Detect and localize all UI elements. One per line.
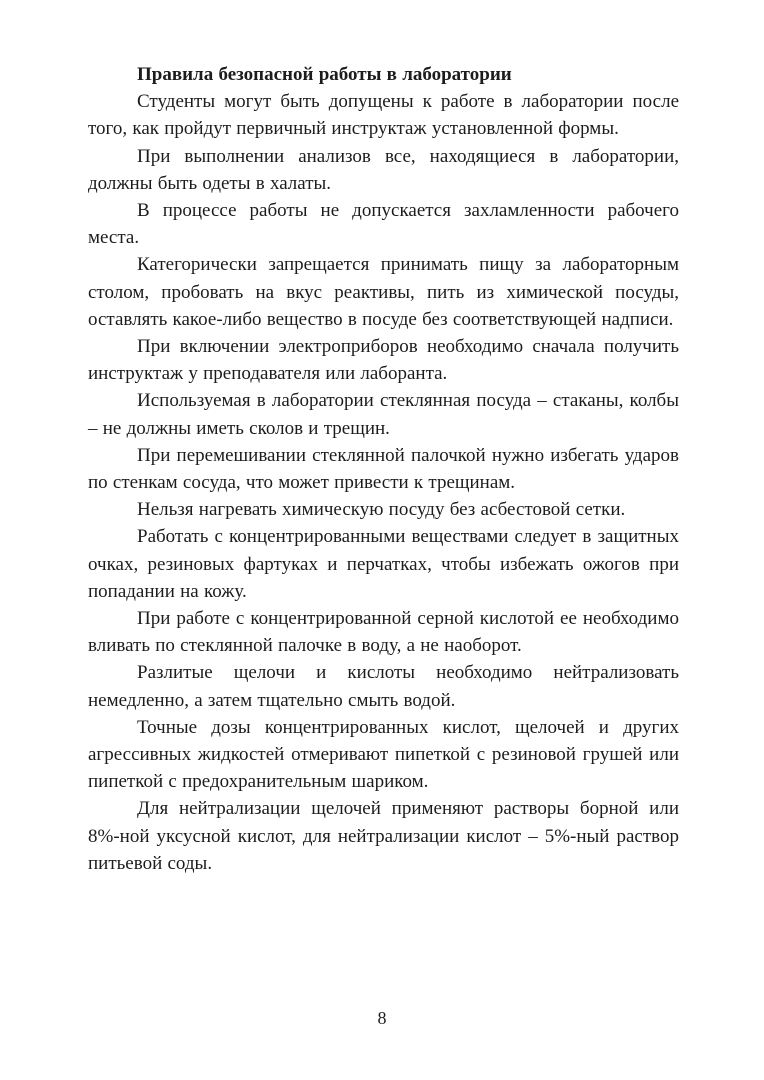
paragraph: Используемая в лаборатории стеклянная посуда – стаканы, колбы – не должны иметь сколов и трещин. bbox=[88, 390, 679, 439]
paragraph: Нельзя нагревать химическую посуду без асбестовой сетки. bbox=[137, 499, 626, 521]
paragraphs bbox=[88, 88, 679, 877]
paragraph: Разлитые щелочи и кислоты необходимо нейтрализовать немедленно, а затем тщательно смыть водой. bbox=[88, 662, 679, 711]
paragraph: Точные дозы концентрированных кислот, щелочей и других агрессивных жидкостей отмеривают пипеткой с резиновой грушей или пипеткой с предохранительным шариком. bbox=[88, 716, 679, 793]
paragraph: При выполнении анализов все, находящиеся в лаборатории, должны быть одеты в халаты. bbox=[88, 145, 679, 194]
page-title: Правила безопасной работы в лаборатории bbox=[137, 64, 512, 85]
paragraph: Для нейтрализации щелочей применяют растворы борной или 8%-ной уксусной кислот, для нейтрализации кислот – 5%-ный раствор питьевой соды. bbox=[88, 798, 679, 874]
paragraph: При включении электроприборов необходимо сначала получить инструктаж у преподавателя или лаборанта. bbox=[88, 336, 679, 385]
paragraph: Категорически запрещается принимать пищу за лабораторным столом, пробовать на вкус реактивы, пить из химической посуды, оставлять какое-либо вещество в посуде без соответствующей надписи. bbox=[88, 254, 679, 330]
page-number: 8 bbox=[377, 1008, 387, 1028]
paragraph: При перемешивании стеклянной палочкой нужно избегать ударов по стенкам сосуда, что может привести к трещинам. bbox=[88, 444, 679, 494]
paragraph: Работать с концентрированными веществами следует в защитных очках, резиновых фартуках и перчатках, чтобы избежать ожогов при попадании на кожу. bbox=[88, 526, 679, 602]
paragraph: При работе с концентрированной серной кислотой ее необходимо вливать по стеклянной палочке в воду, а не наоборот. bbox=[88, 608, 679, 657]
page-content bbox=[88, 61, 679, 877]
paragraph: Студенты могут быть допущены к работе в лаборатории после того, как пройдут первичный инструктаж установленной формы. bbox=[88, 91, 679, 140]
paragraph: В процессе работы не допускается захламленности рабочего места. bbox=[88, 200, 679, 249]
